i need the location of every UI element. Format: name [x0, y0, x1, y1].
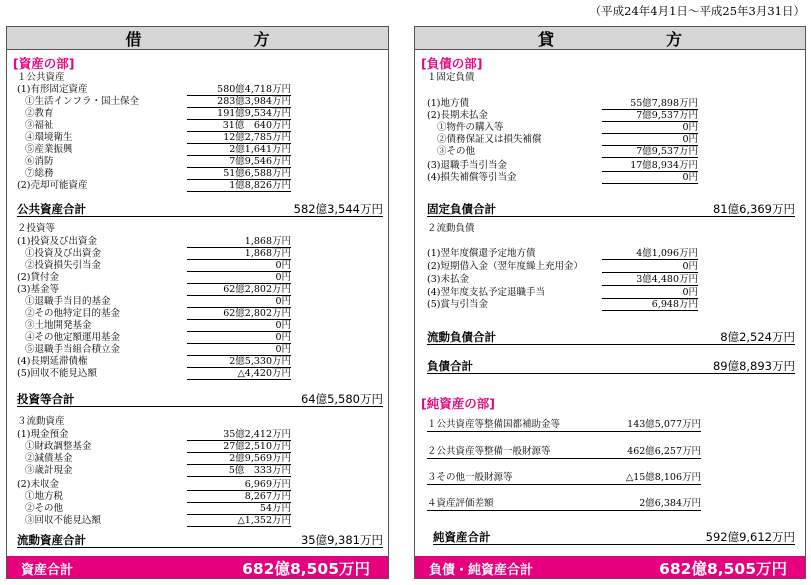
list-item: ②減債基金 2億9,569万円	[25, 453, 291, 464]
credit-header-char-1: 貸	[537, 29, 554, 49]
public-assets-total: 公共資産合計 582億3,544万円	[17, 202, 383, 216]
debit-header-char-1: 借	[125, 29, 142, 49]
current-liabilities-heading: ２流動負債	[427, 223, 475, 234]
list-item: (5)回収不能見込額 △4,420万円	[17, 368, 291, 379]
list-item: (3)未払金 3億4,480万円	[427, 274, 698, 285]
investments-total: 投資等合計 64億5,580万円	[17, 392, 383, 406]
list-item: ③その他 7億9,537万円	[437, 146, 698, 157]
list-item: ①財政調整基金 27億2,510万円	[25, 441, 291, 452]
credit-panel	[414, 26, 806, 579]
debit-panel	[6, 26, 389, 579]
list-item: (4)翌年度支払予定退職手当 0円	[427, 287, 698, 298]
list-item: ②教育 191億9,534万円	[25, 108, 291, 119]
public-assets-heading: １公共資産	[17, 72, 65, 83]
liabilities-section-title: [負債の部]	[421, 56, 483, 71]
list-item: (2)貸付金 0円	[17, 272, 291, 283]
list-item: ⑦総務 51億6,588万円	[25, 168, 291, 179]
list-item: (2)売却可能資産 1億8,826万円	[17, 180, 291, 191]
list-item: (2)長期未払金 7億9,537万円	[427, 110, 698, 121]
list-item: ３その他一般財源等 △15億8,106万円	[427, 472, 701, 483]
list-item: ①投資及び出資金 1,868万円	[25, 248, 291, 259]
list-item: (1)投資及び出資金 1,868万円	[17, 236, 291, 247]
list-item: ①物件の購入等 0円	[437, 122, 698, 133]
list-item: ③土地開発基金 0円	[25, 320, 291, 331]
list-item: ①地方税 8,267万円	[25, 491, 291, 502]
list-item: (1)翌年度償還予定地方債 4億1,096万円	[427, 248, 698, 259]
list-item: ２公共資産等整備一般財源等 462億6,257万円	[427, 446, 701, 457]
list-item: (3)退職手当引当金 17億8,934万円	[427, 160, 698, 171]
list-item: (4)損失補償等引当金 0円	[427, 172, 698, 183]
list-item: (5)賞与引当金 6,948万円	[427, 299, 698, 310]
current-assets-total: 流動資産合計 35億9,381万円	[17, 533, 383, 547]
current-liabilities-total: 流動負債合計 8億2,524万円	[427, 330, 795, 344]
list-item: ③歳計現金 5億 333万円	[25, 465, 291, 476]
list-item: ⑤産業振興 2億1,641万円	[25, 144, 291, 155]
liabilities-net-assets-grand-total: 負債・純資産合計 682億8,505万円	[415, 556, 805, 578]
list-item: ②投資損失引当金 0円	[25, 260, 291, 271]
list-item: (1)地方債 55億7,898万円	[427, 98, 698, 109]
list-item: (1)現金預金 35億2,412万円	[17, 429, 291, 440]
list-item: (1)有形固定資産 580億4,718万円	[17, 84, 291, 95]
debit-header-char-2: 方	[253, 29, 270, 49]
list-item: (4)長期延滞債権 2億5,330万円	[17, 356, 291, 367]
list-item: ⑤退職手当組合積立金 0円	[25, 344, 291, 355]
list-item: ②その他 54万円	[25, 503, 291, 514]
list-item: ４資産評価差額 2億6,384万円	[427, 498, 701, 509]
fixed-liabilities-heading: １固定負債	[427, 72, 475, 83]
list-item: ④環境衛生 12億2,785万円	[25, 132, 291, 143]
list-item: ③福祉 31億 640万円	[25, 120, 291, 131]
list-item: ②債務保証又は損失補償 0円	[437, 134, 698, 145]
list-item: ①生活インフラ・国土保全 283億3,984万円	[25, 96, 291, 107]
list-item: ②その他特定目的基金 62億2,802万円	[25, 308, 291, 319]
list-item: (2)短期借入金（翌年度繰上充用金） 0円	[427, 261, 698, 272]
credit-header	[415, 27, 805, 50]
net-assets-section-title: [純資産の部]	[421, 396, 495, 411]
list-item: (3)基金等 62億2,802万円	[17, 284, 291, 295]
net-assets-total: 純資産合計 592億9,612万円	[433, 530, 795, 544]
list-item: (2)未収金 6,969万円	[17, 479, 291, 490]
credit-header-char-2: 方	[666, 29, 683, 49]
list-item: ④その他定額運用基金 0円	[25, 332, 291, 343]
liabilities-total: 負債合計 89億8,893万円	[427, 359, 795, 373]
assets-section-title: [資産の部]	[13, 56, 75, 71]
list-item: ⑥消防 7億9,546万円	[25, 156, 291, 167]
list-item: ③回収不能見込額 △1,352万円	[25, 515, 291, 526]
list-item: ①退職手当目的基金 0円	[25, 296, 291, 307]
fixed-liabilities-total: 固定負債合計 81億6,369万円	[427, 202, 795, 216]
list-item: １公共資産等整備国都補助金等 143億5,077万円	[427, 419, 701, 430]
investments-heading: ２投資等	[17, 223, 56, 234]
debit-header	[7, 27, 388, 50]
assets-grand-total: 資産合計 682億8,505万円	[7, 556, 388, 578]
fiscal-period: （平成24年4月1日〜平成25年3月31日）	[589, 4, 805, 18]
current-assets-heading: ３流動資産	[17, 416, 65, 427]
